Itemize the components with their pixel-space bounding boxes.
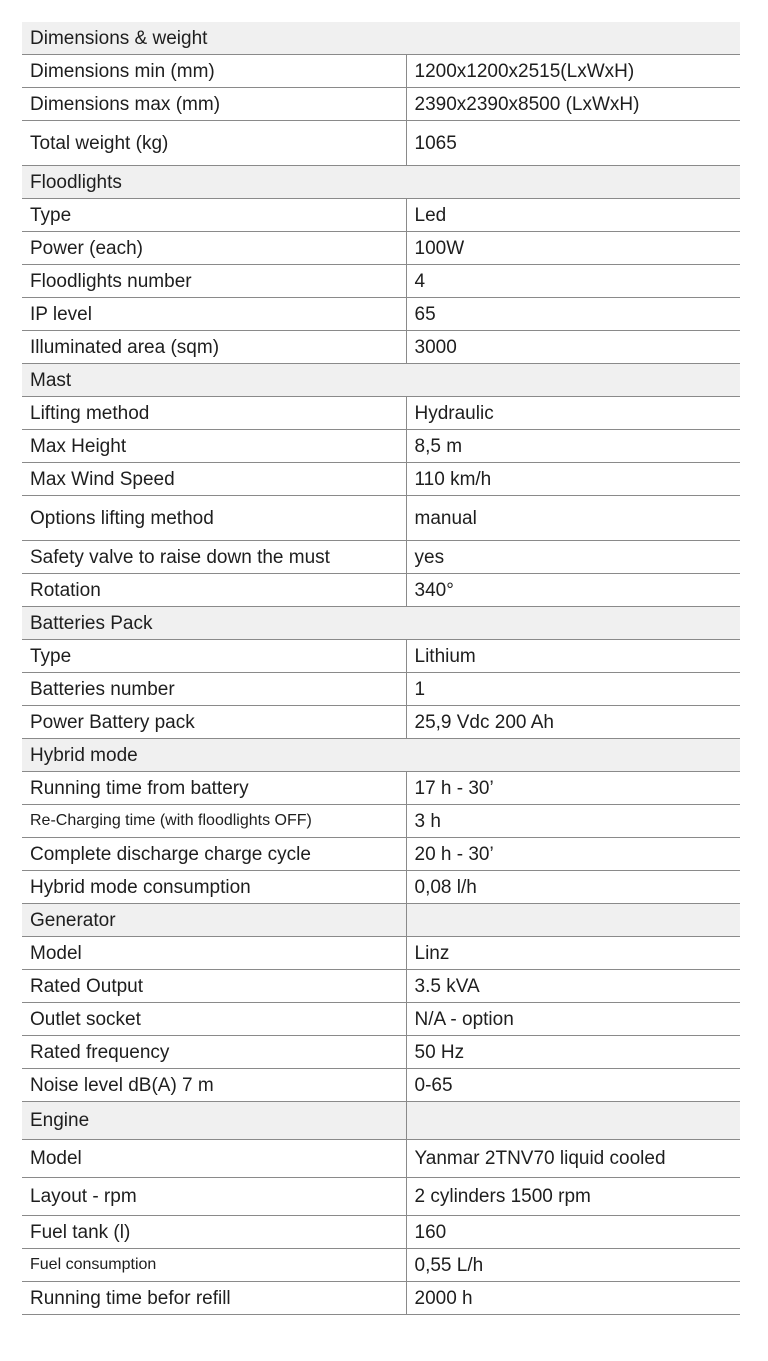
spec-value: 340° [406,574,740,607]
spec-value: 50 Hz [406,1036,740,1069]
table-row [22,463,740,496]
spec-value: 8,5 m [406,430,740,463]
table-row [22,331,740,364]
spec-value: 3000 [406,331,740,364]
spec-label: Lifting method [22,397,406,430]
section-header-mast [22,364,740,397]
spec-label: Outlet socket [22,1003,406,1036]
spec-label: Running time from battery [22,772,406,805]
section-header-floodlights [22,166,740,199]
spec-value: 0,08 l/h [406,871,740,904]
spec-value: 65 [406,298,740,331]
spec-label: Complete discharge charge cycle [22,838,406,871]
spec-value: Led [406,199,740,232]
table-row [22,1069,740,1102]
table-row [22,121,740,166]
spec-label: Rotation [22,574,406,607]
spec-value: 160 [406,1216,740,1249]
spec-value: yes [406,541,740,574]
table-row [22,298,740,331]
spec-value: manual [406,496,740,541]
table-row [22,55,740,88]
table-row [22,838,740,871]
spec-label: Total weight (kg) [22,121,406,166]
spec-value: 17 h - 30’ [406,772,740,805]
spec-label: Re-Charging time (with floodlights OFF) [22,805,406,838]
section-header-generator [22,904,740,937]
spec-label: Illuminated area (sqm) [22,331,406,364]
table-row [22,805,740,838]
spec-label: Type [22,640,406,673]
spec-value: 4 [406,265,740,298]
table-row [22,937,740,970]
table-row [22,1282,740,1315]
spec-label: Model [22,937,406,970]
table-row [22,970,740,1003]
table-row [22,232,740,265]
table-row [22,199,740,232]
spec-value: 0,55 L/h [406,1249,740,1282]
spec-value: 25,9 Vdc 200 Ah [406,706,740,739]
table-row [22,673,740,706]
spec-value: 100W [406,232,740,265]
spec-label: Rated Output [22,970,406,1003]
section-title: Mast [22,364,740,397]
spec-label: Power (each) [22,232,406,265]
spec-label: Power Battery pack [22,706,406,739]
table-row [22,541,740,574]
table-row [22,1003,740,1036]
table-row [22,1140,740,1178]
spec-label: Fuel consumption [22,1249,406,1282]
section-title: Generator [22,904,406,937]
spec-label: Max Height [22,430,406,463]
section-header-batteries [22,607,740,640]
spec-label: IP level [22,298,406,331]
section-title: Batteries Pack [22,607,740,640]
spec-label: Type [22,199,406,232]
spec-value: Linz [406,937,740,970]
table-row [22,871,740,904]
section-header-dimensions [22,22,740,55]
table-row [22,706,740,739]
spec-value: 20 h - 30’ [406,838,740,871]
spec-value: 1065 [406,121,740,166]
spec-label: Floodlights number [22,265,406,298]
spec-value: 0-65 [406,1069,740,1102]
table-row [22,772,740,805]
section-title: Dimensions & weight [22,22,740,55]
spec-label: Dimensions min (mm) [22,55,406,88]
spec-label: Layout - rpm [22,1178,406,1216]
spec-label: Hybrid mode consumption [22,871,406,904]
spec-label: Dimensions max (mm) [22,88,406,121]
spec-label: Max Wind Speed [22,463,406,496]
table-row [22,397,740,430]
spec-value: Hydraulic [406,397,740,430]
spec-value: 1 [406,673,740,706]
spec-label: Safety valve to raise down the must [22,541,406,574]
table-row [22,265,740,298]
spec-value: Lithium [406,640,740,673]
table-row [22,1036,740,1069]
section-title: Floodlights [22,166,740,199]
section-title: Engine [22,1102,406,1140]
spec-value: 2000 h [406,1282,740,1315]
section-header-hybrid [22,739,740,772]
spec-value: 3 h [406,805,740,838]
table-row [22,1249,740,1282]
section-title: Hybrid mode [22,739,740,772]
spec-value: 2 cylinders 1500 rpm [406,1178,740,1216]
section-header-engine [22,1102,740,1140]
spec-value: 2390x2390x8500 (LxWxH) [406,88,740,121]
spec-label: Rated frequency [22,1036,406,1069]
section-empty-cell [406,904,740,937]
section-empty-cell [406,1102,740,1140]
table-row [22,574,740,607]
table-row [22,1216,740,1249]
spec-label: Noise level dB(A) 7 m [22,1069,406,1102]
spec-value: 3.5 kVA [406,970,740,1003]
spec-table [22,22,740,1315]
spec-label: Batteries number [22,673,406,706]
table-row [22,1178,740,1216]
table-row [22,640,740,673]
spec-label: Fuel tank (l) [22,1216,406,1249]
spec-label: Running time befor refill [22,1282,406,1315]
spec-value: Yanmar 2TNV70 liquid cooled [406,1140,740,1178]
table-row [22,496,740,541]
spec-label: Model [22,1140,406,1178]
spec-value: 110 km/h [406,463,740,496]
table-row [22,88,740,121]
table-row [22,430,740,463]
spec-value: 1200x1200x2515(LxWxH) [406,55,740,88]
spec-label: Options lifting method [22,496,406,541]
spec-value: N/A - option [406,1003,740,1036]
